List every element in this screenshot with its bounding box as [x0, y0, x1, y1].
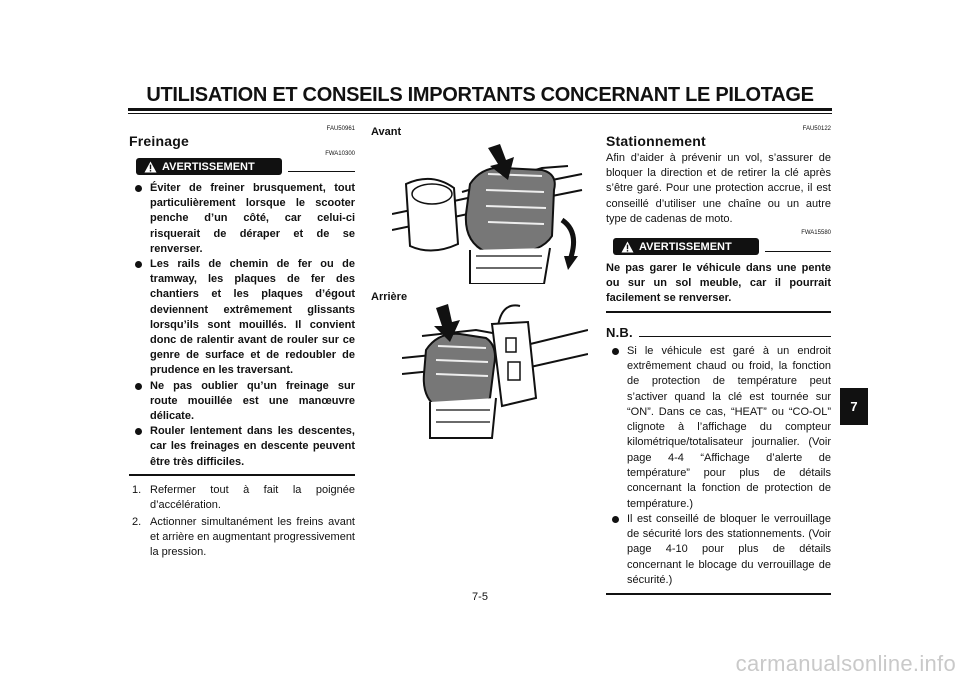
section-title-freinage: Freinage — [129, 133, 189, 149]
list-item: 1. Refermer tout à fait la poignée d’accélération. — [132, 483, 355, 511]
bullet-dot-icon — [135, 383, 142, 390]
section-code: FAU50961 — [326, 126, 355, 132]
rear-brake-illustration — [402, 302, 588, 448]
right-column — [606, 126, 831, 595]
nb-label: N.B. — [606, 324, 633, 340]
bullet-dot-icon — [612, 348, 619, 355]
warning-header — [129, 158, 355, 175]
nb-header — [606, 325, 831, 340]
warning-list — [129, 181, 355, 470]
list-item: Rouler lentement dans les descentes, car les freinages en descente peuvent être très difficiles. — [129, 424, 355, 470]
warning-end-rule — [606, 311, 831, 313]
header-rule — [128, 108, 832, 111]
warning-label: AVERTISSEMENT — [639, 240, 732, 253]
page-header: UTILISATION ET CONSEILS IMPORTANTS CONCERNANT LE PILOTAGE — [146, 84, 814, 106]
warning-code: FWA15580 — [801, 230, 831, 237]
list-item: 2. Actionner simultanément les freins avant et arrière en augmentant progressivement la pression. — [132, 515, 355, 558]
nb-end-rule — [606, 593, 831, 595]
warning-badge — [136, 158, 282, 175]
notes-list — [606, 344, 831, 589]
chapter-tab: 7 — [840, 388, 868, 425]
warning-badge — [613, 238, 759, 255]
parking-warning-text: Ne pas garer le véhicule dans une pente ou sur un sol meuble, car il pourrait facilement se renverser. — [606, 262, 831, 305]
parking-intro: Afin d’aider à prévenir un vol, s’assurer de bloquer la direction et de retirer la clé après s’être garé. Pour une protection accrue, il est conseillé d’utiliser une chaîne ou un autre type de cadenas de moto. — [606, 152, 831, 225]
warning-header — [606, 238, 831, 255]
front-label: Avant — [371, 126, 402, 138]
section-code: FAU50122 — [802, 126, 831, 132]
page-number: 7-5 — [472, 591, 488, 603]
warning-end-rule — [129, 474, 355, 476]
left-column — [129, 126, 355, 562]
warning-code: FWA10300 — [325, 151, 355, 157]
list-item: Ne pas oublier qu’un freinage sur route mouillée est une manœuvre délicate. — [129, 379, 355, 425]
warning-triangle-icon — [144, 161, 157, 173]
list-item: Si le véhicule est garé à un endroit extrêmement chaud ou froid, la fonction de protection de température peut s’activer quand la clé est tournée sur “ON”. Dans ce cas, “HEAT” ou “CO-OL” clignote à l’affichage du compteur kilométrique/totalisateur journalier. (Voir page 4-4 “Affichage d’alerte de température” pour plus de détails concernant la fonction de protection de température.) — [606, 344, 831, 512]
watermark: carmanualsonline.info — [735, 651, 956, 676]
warning-rule — [288, 171, 355, 172]
list-item: Les rails de chemin de fer ou de tramway, les plaques de fer des chantiers et les plaques d’égout deviennent extrêmement glissants lorsqu’ils sont mouillés. Il convient donc de ralentir avant de rouler sur ce genre de surface et de redoubler de prudence en les traversant. — [129, 257, 355, 379]
section-title-stationnement: Stationnement — [606, 133, 706, 149]
steps-list — [129, 483, 355, 560]
rear-label: Arrière — [371, 291, 408, 303]
list-item: Éviter de freiner brusquement, tout particulièrement lorsque le scooter penche d’un côté, car celui-ci risquerait de déraper et de se renverser. — [129, 181, 355, 257]
bullet-dot-icon — [135, 261, 142, 268]
nb-rule — [639, 336, 831, 337]
warning-triangle-icon — [621, 241, 634, 253]
bullet-dot-icon — [135, 428, 142, 435]
header-rule-thin — [128, 113, 832, 114]
warning-rule — [765, 251, 831, 252]
warning-label: AVERTISSEMENT — [162, 160, 255, 173]
bullet-dot-icon — [135, 185, 142, 192]
front-brake-illustration — [392, 144, 588, 284]
bullet-dot-icon — [612, 516, 619, 523]
list-item: Il est conseillé de bloquer le verrouillage de sécurité lors des stationnements. (Voir page 4-10 pour plus de détails concernant le blocage du verrouillage de sécurité.) — [606, 512, 831, 588]
